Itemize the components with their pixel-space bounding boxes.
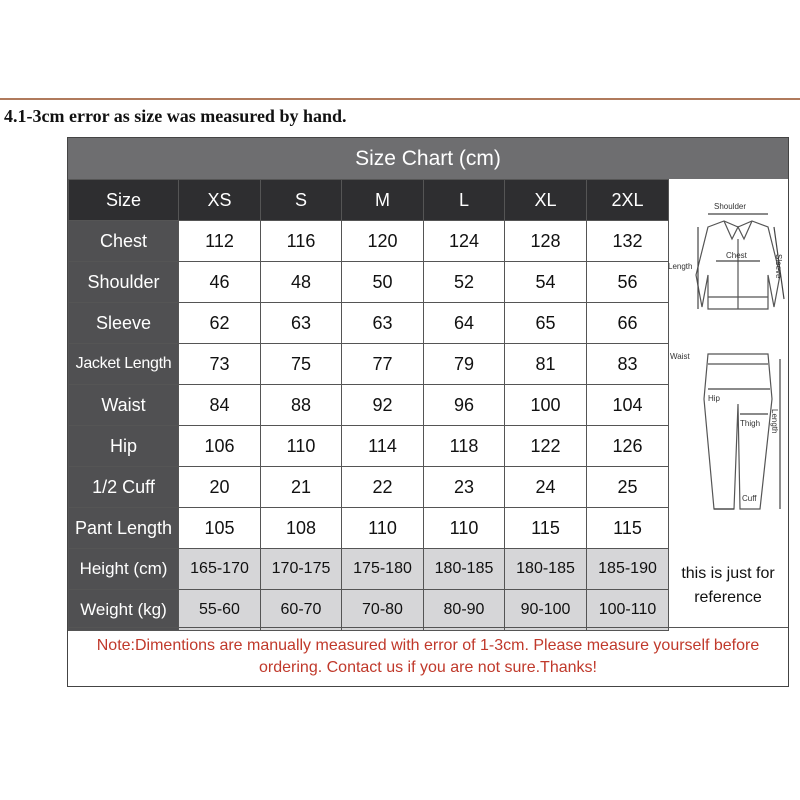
cell-value: 63: [342, 303, 424, 344]
size-l: L: [424, 180, 505, 221]
cell-value: 105: [179, 508, 261, 549]
cell-value: 126: [587, 426, 669, 467]
cell-value: 114: [342, 426, 424, 467]
size-table: [68, 179, 669, 631]
cell-value: 104: [587, 385, 669, 426]
cell-value: 100: [505, 385, 587, 426]
cell-value: 50: [342, 262, 424, 303]
table-row: [69, 221, 669, 262]
cell-value: 66: [587, 303, 669, 344]
row-label-chest: Chest: [69, 221, 179, 262]
cell-value: 118: [424, 426, 505, 467]
cell-value: 55-60: [179, 590, 261, 631]
cell-value: 79: [424, 344, 505, 385]
cell-value: 185-190: [587, 549, 669, 590]
cell-value: 132: [587, 221, 669, 262]
diagram-label-cuff: Cuff: [742, 494, 757, 503]
table-row: [69, 385, 669, 426]
diagram-label-shoulder: Shoulder: [714, 202, 747, 211]
disclaimer-note: Note:Dimentions are manually measured with error of 1-3cm. Please measure yourself before ordering. Contact us if you are not sure.Thanks!: [68, 627, 788, 686]
cell-value: 64: [424, 303, 505, 344]
cell-value: 170-175: [261, 549, 342, 590]
table-row: [69, 262, 669, 303]
reference-row-height: [69, 549, 669, 590]
cell-value: 88: [261, 385, 342, 426]
row-label-height: Height (cm): [69, 549, 179, 590]
size-xl: XL: [505, 180, 587, 221]
cell-value: 81: [505, 344, 587, 385]
table-row: [69, 508, 669, 549]
cell-value: 56: [587, 262, 669, 303]
cell-value: 180-185: [424, 549, 505, 590]
cell-value: 175-180: [342, 549, 424, 590]
reference-note: this is just for reference: [681, 565, 775, 606]
cell-value: 48: [261, 262, 342, 303]
cell-value: 70-80: [342, 590, 424, 631]
cell-value: 96: [424, 385, 505, 426]
cell-value: 120: [342, 221, 424, 262]
measurement-note: 4.1-3cm error as size was measured by hand.: [4, 106, 347, 126]
jacket-illustration: [696, 214, 784, 309]
cell-value: 24: [505, 467, 587, 508]
cell-value: 83: [587, 344, 669, 385]
cell-value: 106: [179, 426, 261, 467]
pants-illustration: [704, 354, 780, 509]
cell-value: 128: [505, 221, 587, 262]
row-label-jacket-length: Jacket Length: [69, 344, 179, 385]
size-2xl: 2XL: [587, 180, 669, 221]
cell-value: 110: [342, 508, 424, 549]
table-row: [69, 303, 669, 344]
cell-value: 22: [342, 467, 424, 508]
cell-value: 116: [261, 221, 342, 262]
cell-value: 77: [342, 344, 424, 385]
cell-value: 180-185: [505, 549, 587, 590]
cell-value: 46: [179, 262, 261, 303]
cell-value: 60-70: [261, 590, 342, 631]
size-m: M: [342, 180, 424, 221]
cell-value: 65: [505, 303, 587, 344]
row-label-weight: Weight (kg): [69, 590, 179, 631]
size-header-label: Size: [69, 180, 179, 221]
size-header-row: [69, 180, 669, 221]
cell-value: 80-90: [424, 590, 505, 631]
cell-value: 165-170: [179, 549, 261, 590]
table-row: [69, 344, 669, 385]
cell-value: 62: [179, 303, 261, 344]
cell-value: 90-100: [505, 590, 587, 631]
cell-value: 23: [424, 467, 505, 508]
cell-value: 20: [179, 467, 261, 508]
row-label-pant-length: Pant Length: [69, 508, 179, 549]
cell-value: 122: [505, 426, 587, 467]
cell-value: 108: [261, 508, 342, 549]
diagram-label-waist: Waist: [670, 352, 690, 361]
row-label-hip: Hip: [69, 426, 179, 467]
diagram-label-sleeve: Sleeve: [774, 254, 783, 279]
cell-value: 25: [587, 467, 669, 508]
row-label-shoulder: Shoulder: [69, 262, 179, 303]
cell-value: 52: [424, 262, 505, 303]
cell-value: 100-110: [587, 590, 669, 631]
cell-value: 63: [261, 303, 342, 344]
size-xs: XS: [179, 180, 261, 221]
cell-value: 115: [505, 508, 587, 549]
cell-value: 92: [342, 385, 424, 426]
cell-value: 110: [424, 508, 505, 549]
diagram-label-thigh: Thigh: [740, 419, 761, 428]
cell-value: 112: [179, 221, 261, 262]
row-label-waist: Waist: [69, 385, 179, 426]
cell-value: 73: [179, 344, 261, 385]
diagram-label-hip: Hip: [708, 394, 721, 403]
cell-value: 124: [424, 221, 505, 262]
cell-value: 115: [587, 508, 669, 549]
cell-value: 54: [505, 262, 587, 303]
chart-title: Size Chart (cm): [68, 138, 788, 179]
cell-value: 21: [261, 467, 342, 508]
row-label-half-cuff: 1/2 Cuff: [69, 467, 179, 508]
reference-row-weight: [69, 590, 669, 631]
diagram-label-chest: Chest: [726, 251, 747, 260]
garment-diagram: [668, 179, 788, 545]
cell-value: 75: [261, 344, 342, 385]
cell-value: 110: [261, 426, 342, 467]
diagram-label-length: Length: [668, 262, 693, 271]
table-row: [69, 426, 669, 467]
size-chart: [67, 137, 789, 687]
top-divider: [0, 98, 800, 100]
diagram-label-pant-length: Length: [770, 409, 779, 434]
row-label-sleeve: Sleeve: [69, 303, 179, 344]
size-s: S: [261, 180, 342, 221]
table-row: [69, 467, 669, 508]
cell-value: 84: [179, 385, 261, 426]
